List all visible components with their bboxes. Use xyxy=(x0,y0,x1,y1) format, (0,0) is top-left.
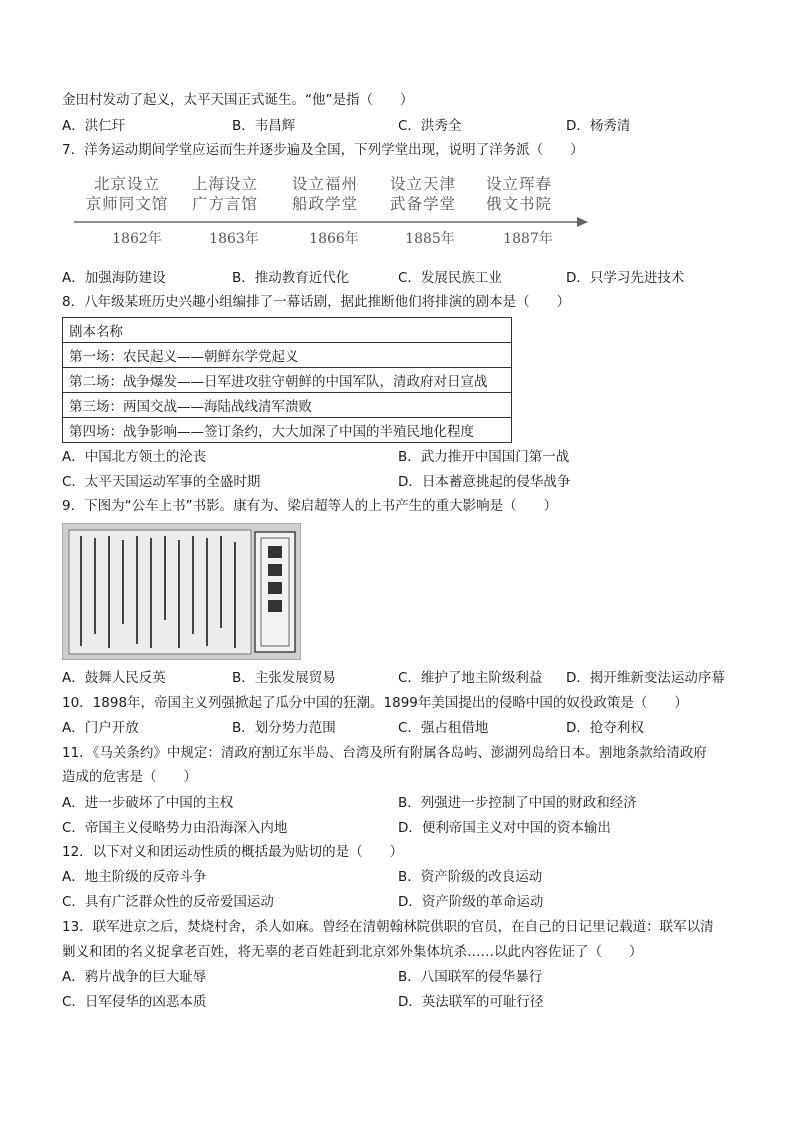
q11-option-b[interactable]: B．列强进一步控制了中国的财政和经济 xyxy=(398,795,637,811)
q9-option-a[interactable]: A．鼓舞人民反英 xyxy=(62,670,166,686)
q12-option-b[interactable]: B．资产阶级的改良运动 xyxy=(398,869,543,885)
q7-stem: 7．洋务运动期间学堂应运而生并逐步遍及全国，下列学堂出现，说明了洋务派（ ） xyxy=(62,142,584,158)
q13-stem: 13．联军进京之后，焚烧村舍，杀人如麻。曾经在清朝翰林院供职的官员，在自己的日记里记载道：联军以清 xyxy=(62,919,714,935)
table-cell: 第一场：农民起义——朝鲜东学党起义 xyxy=(63,343,512,368)
table-cell: 剧本名称 xyxy=(63,318,512,343)
table-cell: 第四场：战争影响——签订条约，大大加深了中国的半殖民地化程度 xyxy=(63,418,512,443)
q9-option-b[interactable]: B．主张发展贸易 xyxy=(232,670,336,686)
timeline-item: 设立福州 船政学堂 xyxy=(291,175,358,213)
document-image-icon xyxy=(63,524,300,659)
q9-option-c[interactable]: C．维护了地主阶级利益 xyxy=(398,670,543,686)
q13-option-b[interactable]: B．八国联军的侵华暴行 xyxy=(398,969,543,985)
q6-option-b[interactable]: B．韦昌辉 xyxy=(232,118,296,134)
q8-option-b[interactable]: B．武力推开中国国门第一战 xyxy=(398,449,570,465)
table-cell: 第二场：战争爆发——日军进攻驻守朝鲜的中国军队，清政府对日宣战 xyxy=(63,368,512,393)
q6-option-a[interactable]: A．洪仁玕 xyxy=(62,118,126,134)
timeline-item: 设立珲春 俄文书院 xyxy=(485,175,552,213)
q6-option-d[interactable]: D．杨秀清 xyxy=(566,118,631,134)
q8-option-c[interactable]: C．太平天国运动军事的全盛时期 xyxy=(62,474,261,490)
q10-option-b[interactable]: B．划分势力范围 xyxy=(232,720,336,736)
q11-stem: 11．《马关条约》中规定：清政府割辽东半岛、台湾及所有附属各岛屿、澎湖列岛给日本。割地条款给清政府 xyxy=(62,745,707,761)
gongche-shangshu-photo xyxy=(62,523,301,660)
q6-stem: 金田村发动了起义，太平天国正式诞生。“他”是指（ ） xyxy=(62,92,414,108)
school-timeline xyxy=(72,170,592,252)
q12-option-d[interactable]: D．资产阶级的革命运动 xyxy=(398,894,544,910)
q7-option-a[interactable]: A．加强海防建设 xyxy=(62,270,166,286)
timeline-item: 设立天津 武备学堂 xyxy=(389,175,456,213)
q11-option-d[interactable]: D．便利帝国主义对中国的资本输出 xyxy=(398,820,611,836)
q8-stem: 8．八年级某班历史兴趣小组编排了一幕话剧，据此推断他们将排演的剧本是（ ） xyxy=(62,294,571,310)
q13-stem-cont: 剿义和团的名义捉拿老百姓，将无辜的老百姓赶到北京郊外集体坑杀……以此内容佐证了（ ） xyxy=(62,944,643,960)
q7-option-c[interactable]: C．发展民族工业 xyxy=(398,270,502,286)
timeline-year: 1862年 xyxy=(112,231,162,247)
table-cell: 第三场：两国交战——海陆战线清军溃败 xyxy=(63,393,512,418)
q12-option-a[interactable]: A．地主阶级的反帝斗争 xyxy=(62,869,207,885)
q7-option-d[interactable]: D．只学习先进技术 xyxy=(566,270,685,286)
timeline-arrow-icon xyxy=(577,217,588,227)
q10-stem: 10．1898年，帝国主义列强掀起了瓜分中国的狂潮。1899年美国提出的侵略中国的奴役政策是（ ） xyxy=(62,695,688,711)
q12-stem: 12．以下对义和团运动性质的概括最为贴切的是（ ） xyxy=(62,844,404,860)
script-table xyxy=(62,317,512,443)
q13-option-a[interactable]: A．鸦片战争的巨大耻辱 xyxy=(62,969,207,985)
q13-option-d[interactable]: D．英法联军的可耻行径 xyxy=(398,994,544,1010)
q6-option-c[interactable]: C．洪秀全 xyxy=(398,118,462,134)
timeline-year: 1885年 xyxy=(405,231,455,247)
timeline-item: 北京设立 京师同文馆 xyxy=(85,175,169,213)
q7-option-b[interactable]: B．推动教育近代化 xyxy=(232,270,350,286)
q8-option-d[interactable]: D．日本蓄意挑起的侵华战争 xyxy=(398,474,571,490)
q13-option-c[interactable]: C．日军侵华的凶恶本质 xyxy=(62,994,207,1010)
q9-option-d[interactable]: D．揭开维新变法运动序幕 xyxy=(566,670,725,686)
q11-option-c[interactable]: C．帝国主义侵略势力由沿海深入内地 xyxy=(62,820,288,836)
q10-option-c[interactable]: C．强占租借地 xyxy=(398,720,489,736)
q10-option-a[interactable]: A．门户开放 xyxy=(62,720,139,736)
timeline-year: 1887年 xyxy=(503,231,553,247)
q11-stem-cont: 造成的危害是（ ） xyxy=(62,769,197,785)
q9-stem: 9．下图为“公车上书”书影。康有为、梁启超等人的上书产生的重大影响是（ ） xyxy=(62,498,558,514)
q12-option-c[interactable]: C．具有广泛群众性的反帝爱国运动 xyxy=(62,894,274,910)
timeline-year: 1866年 xyxy=(309,231,359,247)
q10-option-d[interactable]: D．抢夺利权 xyxy=(566,720,644,736)
q8-option-a[interactable]: A．中国北方领土的沦丧 xyxy=(62,449,207,465)
q11-option-a[interactable]: A．进一步破坏了中国的主权 xyxy=(62,795,234,811)
timeline-item: 上海设立 广方言馆 xyxy=(191,175,258,213)
timeline-year: 1863年 xyxy=(209,231,259,247)
